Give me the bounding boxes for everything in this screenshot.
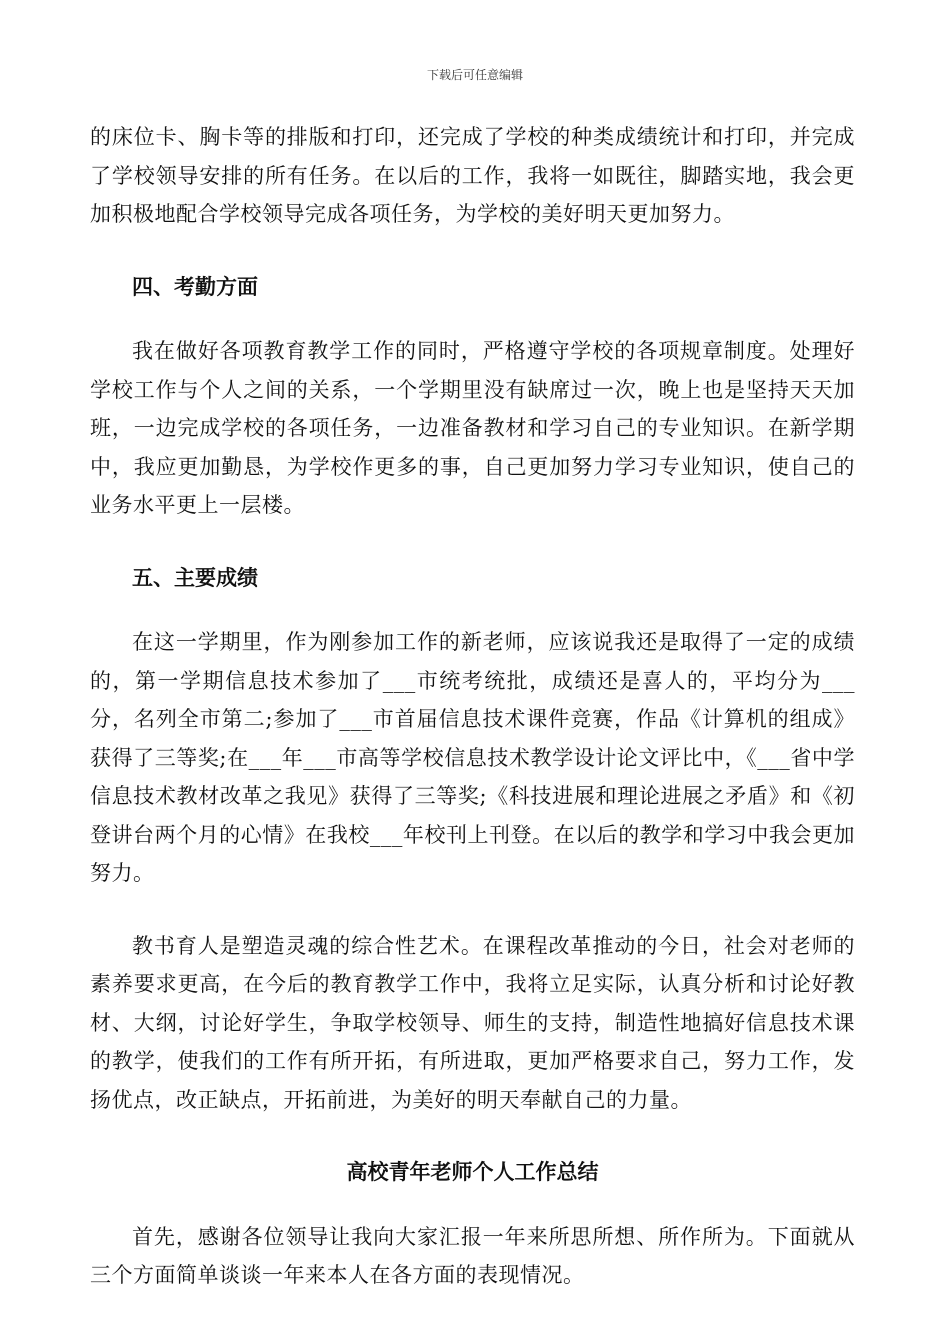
section-heading-attendance: 四、考勤方面 xyxy=(132,274,258,299)
document-body xyxy=(90,118,855,1295)
paragraph-teaching-art: 教书育人是塑造灵魂的综合性艺术。在课程改革推动的今日，社会对老师的素养要求更高，在今后的教育教学工作中，我将立足实际，认真分析和讨论好教材、大纲，讨论好学生，争取学校领导、师生的支持，制造性地搞好信息技术课的教学，使我们的工作有所开拓，有所进取，更加严格要求自己，努力工作，发扬优点，改正缺点，开拓前进，为美好的明天奉献自己的力量。 xyxy=(90,933,855,1112)
document-title: 高校青年老师个人工作总结 xyxy=(346,1160,599,1184)
page-header-note: 下载后可任意编辑 xyxy=(426,68,523,82)
paragraph-attendance: 我在做好各项教育教学工作的同时，严格遵守学校的各项规章制度。处理好学校工作与个人之间的关系，一个学期里没有缺席过一次，晚上也是坚持天天加班，一边完成学校的各项任务，一边准备教材和学习自己的专业知识。在新学期中，我应更加勤恳，为学校作更多的事，自己更加努力学习专业知识，使自己的业务水平更上一层楼。 xyxy=(90,339,855,517)
section-heading-achievements: 五、主要成绩 xyxy=(132,565,258,590)
paragraph-continued: 的床位卡、胸卡等的排版和打印，还完成了学校的种类成绩统计和打印，并完成了学校领导安排的所有任务。在以后的工作，我将一如既往，脚踏实地，我会更加积极地配合学校领导完成各项任务，为学校的美好明天更加努力。 xyxy=(90,125,855,226)
paragraph-intro: 首先，感谢各位领导让我向大家汇报一年来所思所想、所作所为。下面就从三个方面简单谈谈一年来本人在各方面的表现情况。 xyxy=(90,1224,855,1287)
paragraph-achievements: 在这一学期里，作为刚参加工作的新老师，应该说我还是取得了一定的成绩的，第一学期信息技术参加了___市统考统批，成绩还是喜人的，平均分为___分，名列全市第二;参加了___市首届信息技术课件竞赛，作品《计算机的组成》获得了三等奖;在___年___市高等学校信息技术教学设计论文评比中，《___省中学信息技术教材改革之我见》获得了三等奖;《科技进展和理论进展之矛盾》和《初登讲台两个月的心情》在我校___年校刊上刊登。在以后的教学和学习中我会更加努力。 xyxy=(90,630,855,885)
